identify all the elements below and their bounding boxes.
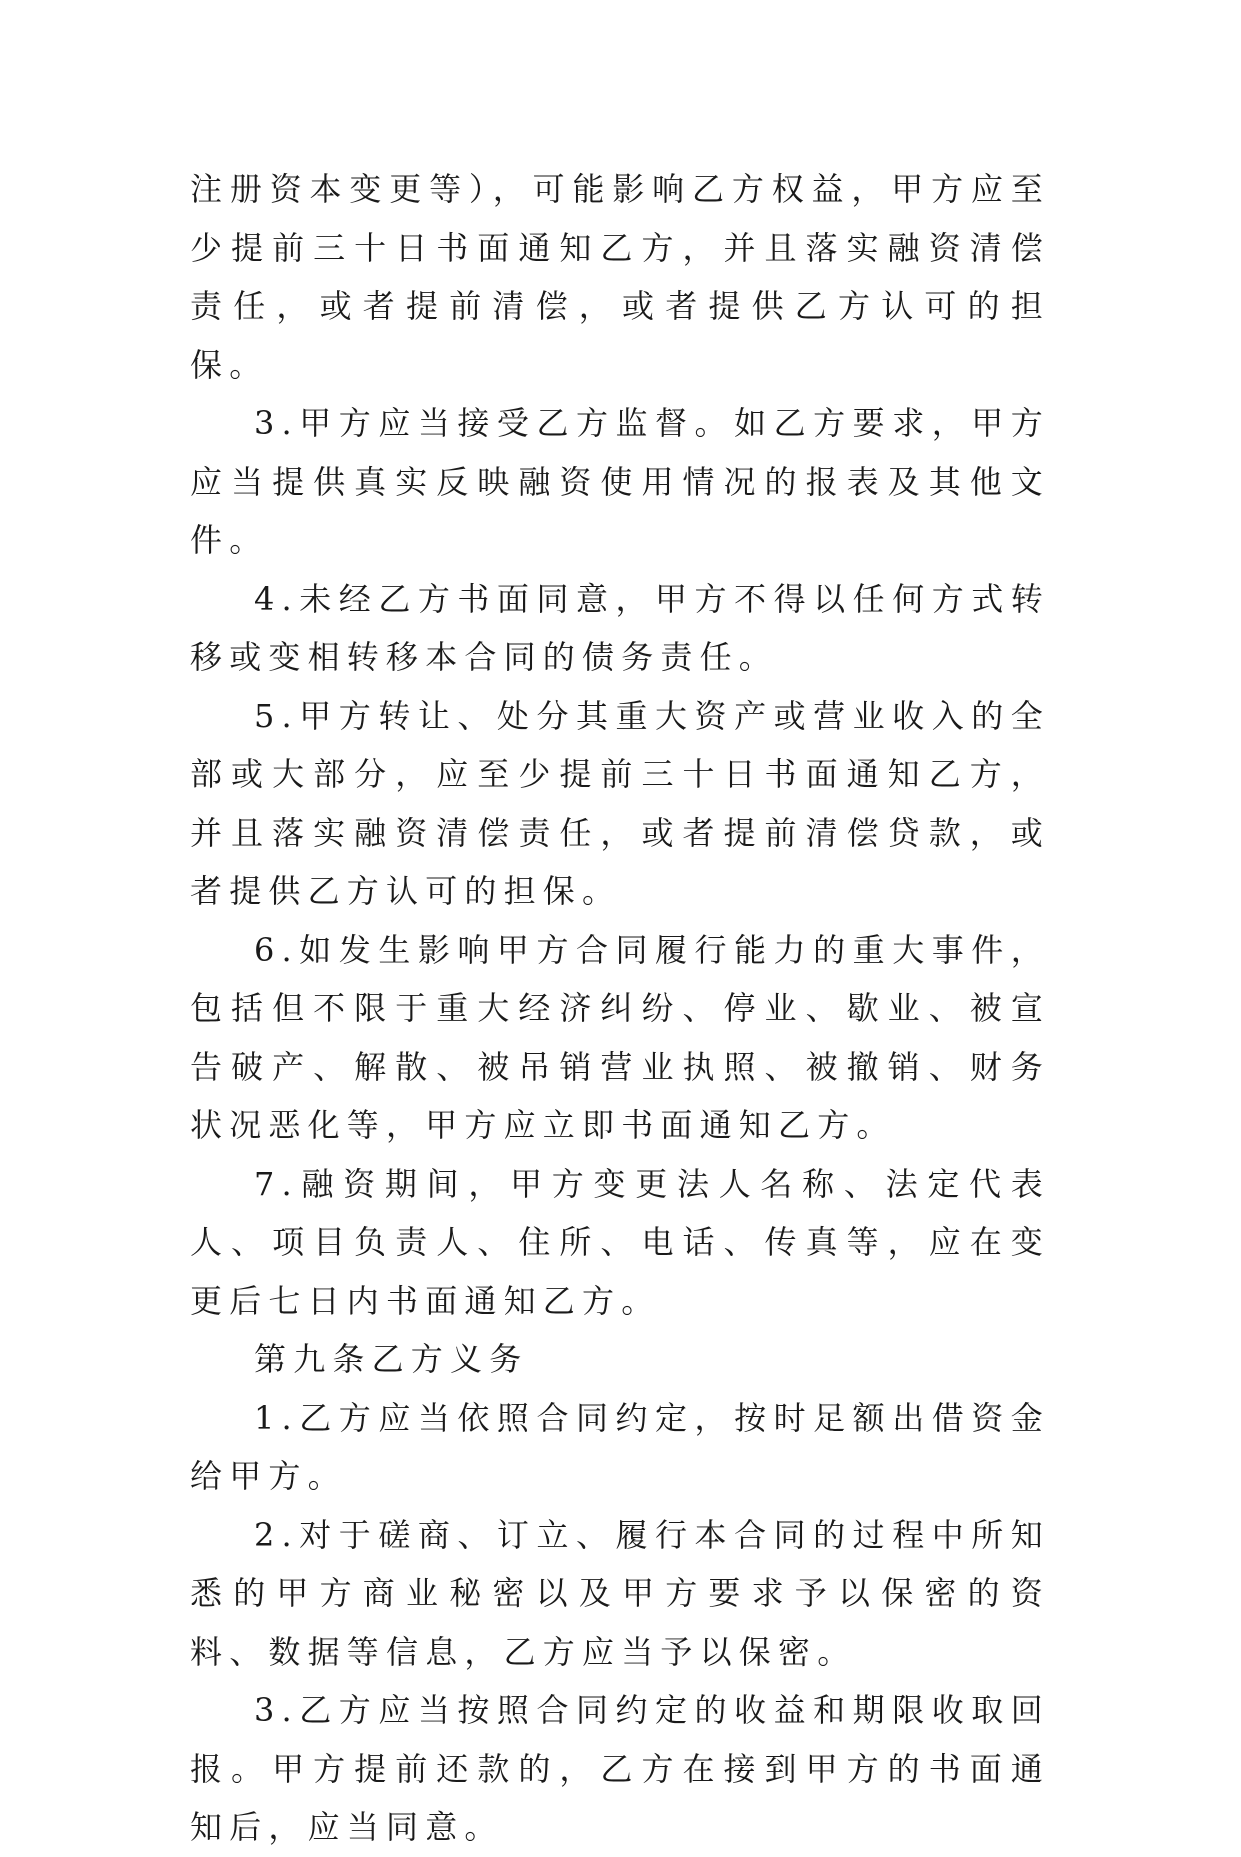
paragraph-item-6: 6.如发生影响甲方合同履行能力的重大事件，包括但不限于重大经济纠纷、停业、歇业、被宣告破产、解散、被吊销营业执照、被撤销、财务状况恶化等，甲方应立即书面通知乙方。 <box>190 930 1050 1144</box>
document-body <box>190 160 1050 1857</box>
paragraph-continuation: 注册资本变更等），可能影响乙方权益，甲方应至少提前三十日书面通知乙方，并且落实融资清偿责任，或者提前清偿，或者提供乙方认可的担保。 <box>190 170 1050 384</box>
paragraph-item-5: 5.甲方转让、处分其重大资产或营业收入的全部或大部分，应至少提前三十日书面通知乙方，并且落实融资清偿责任，或者提前清偿贷款，或者提供乙方认可的担保。 <box>190 696 1050 910</box>
paragraph-item-3: 3.甲方应当接受乙方监督。如乙方要求，甲方应当提供真实反映融资使用情况的报表及其他文件。 <box>190 404 1050 559</box>
paragraph-obligation-2: 2.对于磋商、订立、履行本合同的过程中所知悉的甲方商业秘密以及甲方要求予以保密的资料、数据等信息，乙方应当予以保密。 <box>190 1515 1050 1671</box>
paragraph-item-4: 4.未经乙方书面同意，甲方不得以任何方式转移或变相转移本合同的债务责任。 <box>190 579 1050 676</box>
paragraph-obligation-1: 1.乙方应当依照合同约定，按时足额出借资金给甲方。 <box>190 1398 1050 1495</box>
section-heading: 第九条乙方义务 <box>254 1340 529 1378</box>
paragraph-item-7: 7.融资期间，甲方变更法人名称、法定代表人、项目负责人、住所、电话、传真等，应在变更后七日内书面通知乙方。 <box>190 1164 1050 1320</box>
paragraph-obligation-3: 3.乙方应当按照合同约定的收益和期限收取回报。甲方提前还款的，乙方在接到甲方的书面通知后，应当同意。 <box>190 1691 1050 1846</box>
